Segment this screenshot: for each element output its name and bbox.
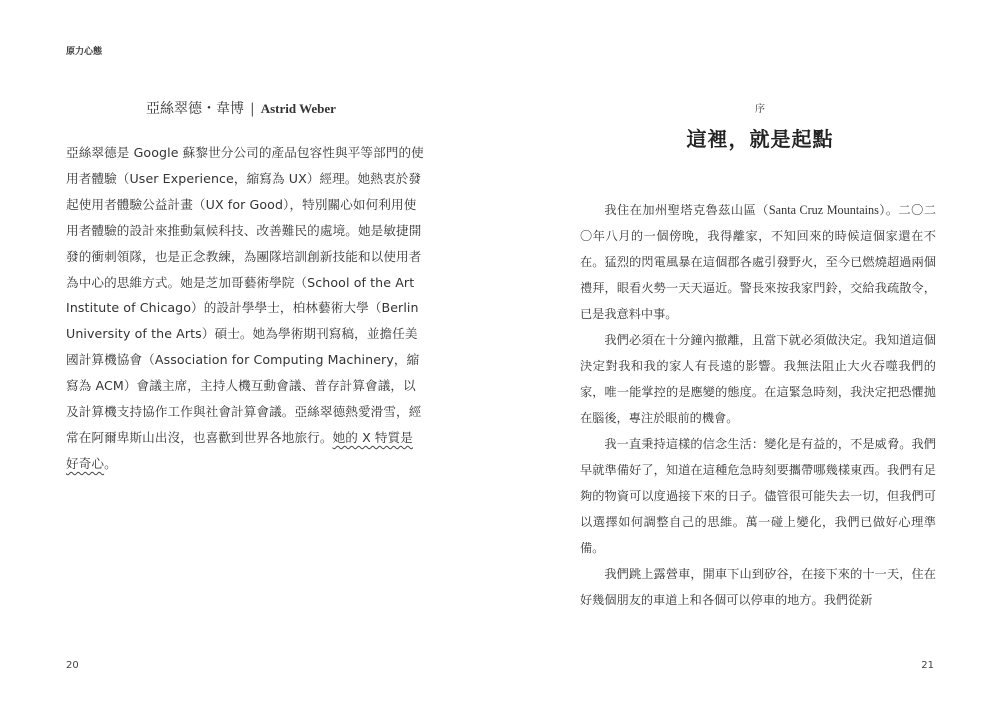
bio-end-punctuation: 。	[104, 455, 117, 471]
author-bio	[66, 140, 424, 477]
right-page	[500, 0, 1000, 712]
author-bio-text: 亞絲翠德是 Google 蘇黎世分公司的產品包容性與平等部門的使用者體驗（User Experience，縮寫為 UX）經理。她熱衷於發起使用者體驗公益計畫（UX for Good），特別關心如何利用使用者體驗的設計來推動氣候科技、改善難民的處境。她是敏捷開發的衝刺領隊，也是正念教練，為團隊培訓創新技能和以使用者為中心的思維方式。她是芝加哥藝術學院（School of the Art Institute of Chicago）的設計學學士，柏林藝術大學（Berlin University of the Arts）碩士。她為學術期刊寫稿，並擔任美國計算機協會（Association for Computing Machinery，縮寫為 ACM）會議主席，主持人機互動會議、普存計算會議，以及計算機支持協作工作與社會計算會議。亞絲翠德熱愛滑雪，經常在阿爾卑斯山出沒，也喜歡到世界各地旅行。	[66, 145, 424, 445]
body-text-span: ）。二〇二〇年八月的一個傍晚，我得離家，不知回來的時候這個家還在不在。猛烈的閃電風暴在這個郡各處引發野火，至今已燃燒超過兩個禮拜，眼看火勢一天天逼近。警長來按我家門鈴，交給我疏散令，已是我意料中事。	[580, 203, 937, 321]
chapter-body	[580, 197, 936, 613]
section-label: 序	[755, 104, 765, 115]
place-name-english: Santa Cruz Mountains	[768, 203, 879, 217]
body-paragraph	[580, 197, 936, 327]
chapter-title: 這裡，就是起點	[686, 127, 834, 151]
author-name-chinese: 亞絲翠德・韋博	[146, 101, 244, 117]
body-paragraph: 我們必須在十分鐘內撤離，且當下就必須做決定。我知道這個決定對我和我的家人有長遠的影響。我無法阻止大火吞噬我們的家，唯一能掌控的是應變的態度。在這緊急時刻，我決定把恐懼拋在腦後，專注於眼前的機會。	[580, 333, 936, 425]
author-separator: |	[250, 101, 255, 117]
author-heading	[146, 98, 336, 118]
page-number: 21	[921, 660, 934, 671]
author-name-english: Astrid Weber	[260, 101, 336, 116]
running-header: 原力心態	[66, 47, 103, 57]
body-paragraph: 我一直秉持這樣的信念生活：變化是有益的，不是威脅。我們早就準備好了，知道在這種危急時刻要攜帶哪幾樣東西。我們有足夠的物資可以度過接下來的日子。儘管很可能失去一切，但我們可以選擇如何調整自己的思維。萬一碰上變化，我們已做好心理準備。	[580, 437, 936, 555]
bio-highlight: 她的 X 特質是好奇心	[66, 429, 413, 471]
body-text-span: 我住在加州聖塔克魯茲山區（	[604, 203, 769, 217]
body-paragraph: 我們跳上露營車，開車下山到矽谷，在接下來的十一天，住在好幾個朋友的車道上和各個可以停車的地方。我們從新	[580, 567, 936, 607]
page-number: 20	[66, 660, 79, 671]
